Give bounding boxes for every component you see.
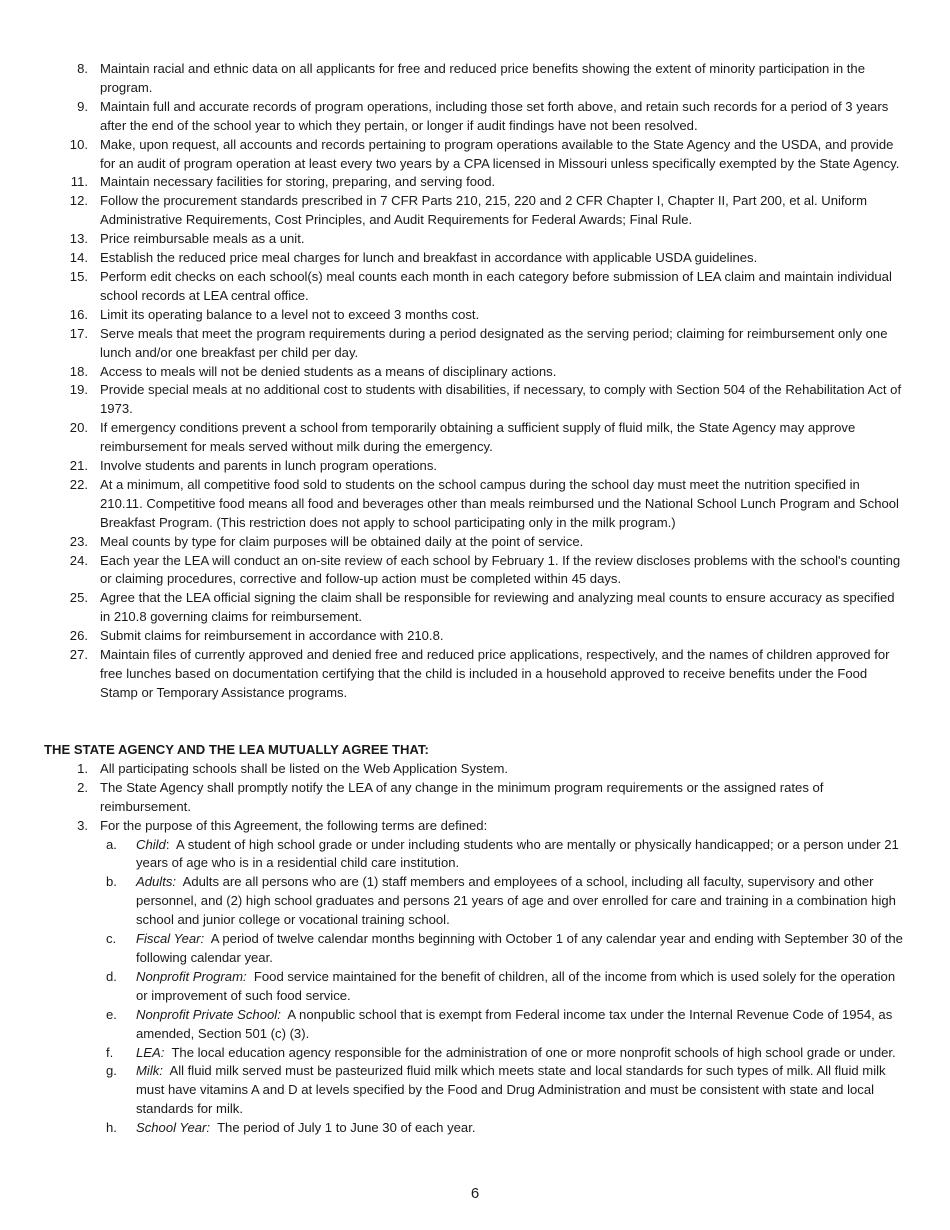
definition-item [0, 873, 950, 930]
list-item [0, 230, 950, 249]
item-number: 8. [77, 61, 88, 76]
item-text: The State Agency shall promptly notify the LEA of any change in the minimum program requirements or the assigned rates of reimbursement. [100, 779, 824, 814]
item-text: Follow the procurement standards prescribed in 7 CFR Parts 210, 215, 220 and 2 CFR Chapter I, Chapter II, Part 200, et al. Uniform Administrative Requirements, Cost Principles, and Audit Requirements for Federal Awards; Final Rule. [100, 193, 868, 228]
agreement-list [0, 760, 950, 836]
item-text: Maintain racial and ethnic data on all applicants for free and reduced price benefits showing the extent of minority participation in the program. [100, 61, 865, 95]
obligations-list [0, 60, 950, 703]
item-number: 19. [69, 382, 88, 398]
page-number: 6 [470, 1185, 480, 1202]
list-item [0, 646, 950, 703]
list-item [0, 533, 950, 552]
list-item [0, 60, 950, 98]
definition-text: The local education agency responsible for the administration of one or more nonprofit schools of high school grade or under. [171, 1044, 896, 1060]
list-item [0, 306, 950, 325]
list-item [0, 779, 950, 817]
definition-term: Child [136, 836, 166, 852]
definition-text: Adults are all persons who are (1) staff members and employees of a school, including all faculty, supervisory and other personnel, and (2) high school graduates and persons 21 years of age and over enrolled for care and training in a combination high school and junior college or vocational training school. [136, 874, 896, 928]
definition-letter: h. [106, 1120, 117, 1136]
list-item [0, 817, 950, 836]
definition-text: All fluid milk served must be pasteurized fluid milk which meets state and local standards for such types of milk. All fluid milk must have vitamins A and D at levels specified by the Food and Drug Administration and must be consistent with state and local standards for milk. [136, 1063, 886, 1117]
definition-item [0, 968, 950, 1006]
item-number: 9. [77, 98, 88, 114]
item-number: 17. [69, 325, 88, 341]
list-item [0, 136, 950, 174]
list-item [0, 760, 950, 779]
definition-letter: a. [106, 836, 117, 852]
section-heading: THE STATE AGENCY AND THE LEA MUTUALLY AGREE THAT: [44, 742, 429, 757]
definition-text: Food service maintained for the benefit of children, all of the income from which is used solely for the operation or improvement of such food service. [136, 968, 896, 1003]
item-text: Maintain files of currently approved and denied free and reduced price applications, respectively, and the names of children approved for free lunches based on documentation certifying that the child is included in a household approved to receive benefits under the Food Stamp or Temporary Assistance programs. [100, 647, 890, 700]
definition-letter: d. [106, 968, 117, 984]
item-number: 2. [77, 779, 88, 795]
definitions-list [0, 836, 950, 1139]
list-item [0, 457, 950, 476]
item-number: 24. [69, 552, 88, 568]
item-text: Establish the reduced price meal charges for lunch and breakfast in accordance with applicable USDA guidelines. [100, 250, 758, 266]
item-number: 18. [69, 363, 88, 379]
item-number: 1. [77, 760, 88, 776]
definition-letter: b. [106, 874, 117, 890]
item-number: 14. [69, 250, 88, 266]
definition-term: Nonprofit Private School: [136, 1006, 281, 1022]
list-item [0, 552, 950, 590]
item-number: 11. [70, 174, 88, 190]
item-number: 15. [69, 268, 88, 284]
item-text: For the purpose of this Agreement, the following terms are defined: [100, 817, 488, 833]
mutual-agreement-block [0, 741, 950, 1138]
definition-term: LEA: [136, 1044, 165, 1060]
item-number: 27. [69, 647, 88, 663]
list-item [0, 476, 950, 533]
list-item [0, 589, 950, 627]
item-text: Serve meals that meet the program requirements during a period designated as the serving period; claiming for reimbursement only one lunch and/or one breakfast per child per day. [100, 325, 888, 360]
definition-item [0, 1006, 950, 1044]
item-text: Perform edit checks on each school(s) meal counts each month in each category before submission of LEA claim and maintain individual school records at LEA central office. [100, 268, 892, 303]
definition-item [0, 1119, 950, 1138]
definition-term: Milk: [136, 1063, 163, 1079]
item-number: 10. [69, 136, 88, 152]
definition-letter: e. [106, 1006, 117, 1022]
definition-item [0, 836, 950, 874]
definition-text: A nonpublic school that is exempt from Federal income tax under the Internal Revenue Code of 1954, as amended, Section 501 (c) (3). [136, 1006, 893, 1041]
item-text: Provide special meals at no additional cost to students with disabilities, if necessary, to comply with Section 504 of the Rehabilitation Act of 1973. [100, 382, 902, 417]
item-text: At a minimum, all competitive food sold to students on the school campus during the school day must meet the nutrition specified in 210.11. Competitive food means all food and beverages other than meals reimbursed und the National School Lunch Program and School Breakfast Program. (This restriction does not apply to school participating only in the milk program.) [100, 476, 899, 530]
item-text: Access to meals will not be denied students as a means of disciplinary actions. [100, 363, 557, 379]
list-item [0, 249, 950, 268]
definition-text: A student of high school grade or under including students who are mentally or physically handicapped; or a person under 21 years of age who is in a residential child care institution. [136, 836, 899, 871]
definition-item [0, 930, 950, 968]
definition-separator [210, 1120, 217, 1135]
item-number: 13. [69, 231, 88, 247]
definition-text: A period of twelve calendar months beginning with October 1 of any calendar year and ending with September 30 of the following calendar year. [136, 931, 903, 965]
item-number: 25. [69, 590, 88, 606]
item-number: 23. [69, 533, 88, 549]
item-text: Involve students and parents in lunch program operations. [100, 458, 438, 474]
definition-item [0, 1062, 950, 1119]
obligations-list-block [0, 60, 950, 703]
list-item [0, 173, 950, 192]
definition-separator: : [165, 836, 177, 852]
definition-text: The period of July 1 to June 30 of each year. [217, 1120, 476, 1136]
item-number: 12. [69, 193, 88, 209]
list-item [0, 363, 950, 382]
list-item [0, 419, 950, 457]
list-item [0, 381, 950, 419]
item-text: Maintain full and accurate records of program operations, including those set forth above, and retain such records for a period of 3 years after the end of the school year to which they pertain, or longer if audit findings have not been resolved. [100, 98, 889, 133]
definition-term: Adults: [136, 874, 177, 890]
item-text: Each year the LEA will conduct an on-site review of each school by February 1. If the review discloses problems with the school's counting or claiming procedures, corrective and follow-up action must be completed within 45 days. [100, 552, 901, 587]
item-text: All participating schools shall be listed on the Web Application System. [100, 760, 509, 776]
item-number: 22. [69, 476, 88, 492]
definition-letter: f. [106, 1044, 114, 1060]
item-text: Meal counts by type for claim purposes will be obtained daily at the point of service. [100, 533, 584, 549]
item-text: Make, upon request, all accounts and records pertaining to program operations available to the State Agency and the USDA, and provide for an audit of program operation at least every two years by a CPA licensed in Missouri unless specifically exempted by the State Agency. [100, 136, 900, 171]
definition-item [0, 1044, 950, 1063]
list-item [0, 268, 950, 306]
definition-term: Fiscal Year: [136, 931, 205, 947]
definition-term: School Year: [136, 1120, 211, 1136]
item-number: 20. [69, 420, 88, 436]
definition-letter: g. [106, 1063, 117, 1079]
definition-letter: c. [106, 931, 117, 947]
list-item [0, 98, 950, 136]
item-number: 26. [69, 628, 88, 644]
list-item [0, 627, 950, 646]
list-item [0, 325, 950, 363]
item-text: Agree that the LEA official signing the claim shall be responsible for reviewing and analyzing meal counts to ensure accuracy as specified in 210.8 governing claims for reimbursement. [100, 590, 895, 625]
item-number: 3. [77, 817, 88, 833]
item-text: Price reimbursable meals as a unit. [100, 231, 305, 247]
definition-separator [247, 969, 254, 984]
definition-term: Nonprofit Program: [136, 968, 247, 984]
item-number: 21. [69, 458, 88, 474]
item-text: Limit its operating balance to a level not to exceed 3 months cost. [100, 306, 480, 322]
item-text: Submit claims for reimbursement in accordance with 210.8. [100, 628, 444, 644]
item-text: Maintain necessary facilities for storing, preparing, and serving food. [100, 174, 496, 190]
list-item [0, 192, 950, 230]
item-number: 16. [69, 306, 88, 322]
item-text: If emergency conditions prevent a school from temporarily obtaining a sufficient supply of fluid milk, the State Agency may approve reimbursement for meals served without milk during the emergency. [100, 420, 856, 455]
